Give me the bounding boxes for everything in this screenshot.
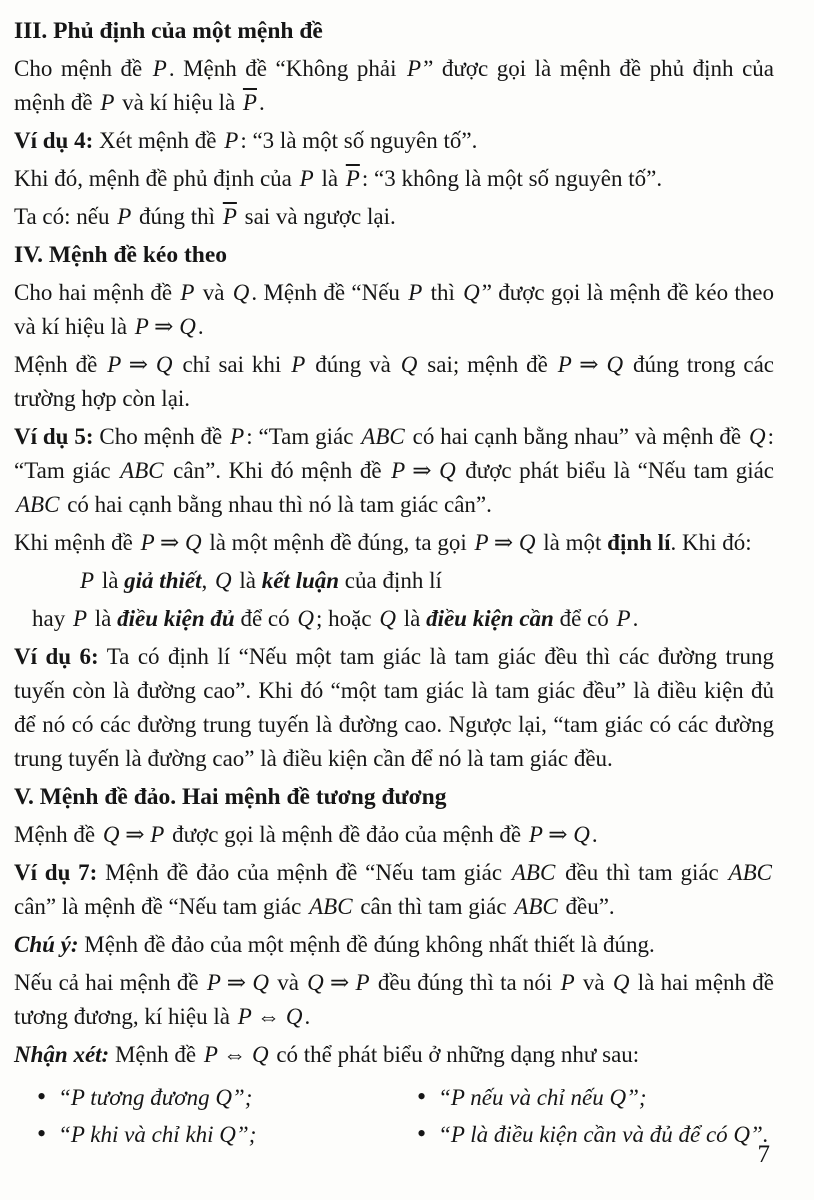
text-run: P ⇒ Q [206,970,269,995]
text-run: đều thì tam giác [557,860,727,885]
text-run: đúng thì [133,204,221,229]
text-run: Q [748,424,766,449]
bullet-text [438,1081,646,1115]
list-item [417,1080,774,1115]
text-run: “P là điều kiện cần và đủ để có Q”. [438,1122,769,1147]
text-run: P [299,166,314,191]
text-run: P [72,606,88,631]
text-run: Q [297,606,315,631]
text-run: Ví dụ 5: [14,424,94,449]
text-run: ABC [16,492,60,517]
text-run: là một [537,530,608,555]
para-note [14,928,774,962]
text-run: ” được gọi là mệnh đề phủ định của mệnh đề [14,56,774,115]
text-run: P ⇔ Q [203,1042,269,1067]
text-run: : “Tam giác [246,424,360,449]
text-run: Q [214,568,232,593]
text-run: P ⇒ Q [528,822,590,847]
text-run: P [100,90,115,115]
text-run: điều kiện cần [426,606,554,631]
text-run: chỉ sai khi [174,352,290,377]
text-run: Ví dụ 4: [14,128,94,153]
text-run: cân thì tam giác [354,894,513,919]
text-run: Nếu cả hai mệnh đề [14,970,205,995]
para-remark [14,1038,774,1072]
text-run: P ⇒ Q [474,530,536,555]
text-run: Mệnh đề đảo của một mệnh đề đúng không nhất thiết là đúng. [78,932,655,957]
text-run: P ⇔ Q [237,1004,303,1029]
text-run: Mệnh đề [109,1042,202,1067]
text-run: sai; mệnh đề [419,352,556,377]
text-run: của định lí [339,568,442,593]
text-run: Q ⇒ P [102,822,165,847]
text-run: và [576,970,611,995]
text-run: . [591,822,598,847]
text-run: đều đúng thì ta nói [371,970,559,995]
para-hypothesis-conclusion [14,564,774,598]
text-run: điều kiện đủ [117,606,235,631]
text-run: . [632,606,639,631]
text-run: Khi đó, mệnh đề phủ định của [14,166,298,191]
para-equivalence-definition [14,966,774,1034]
list-item [417,1117,774,1152]
text-run: P ⇒ Q [140,530,202,555]
text-run: Q [400,352,418,377]
text-run: Ta có định lí “Nếu một tam giác là tam giác đều thì các đường trung tuyến còn là đường cao”. Khi đó “một tam giác là tam giác đều” là điều kiện đủ để nó có các đường trung tuyến là đường cao. Ngược lại, “tam giác có các đường trung tuyến là đường cao” là điều kiện cần để nó là tam giác đều. [14,644,774,771]
para-sufficient-necessary [14,602,774,636]
text-run: ” được gọi là mệnh đề kéo theo và kí hiệu là [14,280,774,339]
text-run: . [197,314,204,339]
text-run: Cho hai mệnh đề [14,280,179,305]
text-run: Nhận xét: [14,1042,110,1067]
para-example-4 [14,124,774,158]
text-run: kết luận [261,568,340,593]
text-run: sai và ngược lại. [238,204,396,229]
text-run: , [201,568,213,593]
text-run: “P tương đương Q”; [58,1085,253,1110]
text-run: Cho mệnh đề [93,424,229,449]
text-run: đúng và [307,352,399,377]
bullet-icon: • [37,1119,47,1148]
text-run: $\overline{P}$ [345,166,360,191]
text-run: Q [379,606,396,631]
para-truth-relation [14,200,774,234]
text-run: P ⇒ Q [134,314,196,339]
text-run: hay [32,606,71,631]
text-run: Xét mệnh đề [93,128,223,153]
text-run: ABC [120,458,164,483]
text-run: có hai cạnh bằng nhau thì nó là tam giác cân”. [61,492,492,517]
text-run: P [80,568,95,593]
text-run: là [397,606,427,631]
para-negation-definition [14,52,774,120]
text-run: đều”. [559,894,615,919]
list-item [37,1080,417,1115]
text-run: đúng trong các trường hợp còn lại. [14,352,775,411]
equivalence-phrasings-list [14,1080,774,1152]
text-run: P [224,128,239,153]
text-run: Q ⇒ P [307,970,370,995]
text-run: : “3 không là một số nguyên tố”. [361,166,663,191]
text-run: cân” là mệnh đề “Nếu tam giác [14,894,308,919]
bullet-icon: • [417,1082,427,1111]
text-run: . [304,1004,311,1029]
text-run: . Mệnh đề “Nếu [251,280,407,305]
section-heading-v: V. Mệnh đề đảo. Hai mệnh đề tương đương [14,784,447,810]
para-converse-definition [14,818,774,852]
text-run: ABC [511,860,556,885]
text-run: “P nếu và chỉ nếu Q”; [438,1085,647,1110]
text-run: và [270,970,306,995]
text-run: là một mệnh đề đúng, ta gọi [203,530,473,555]
text-run: P [180,280,195,305]
text-run: Khi mệnh đề [14,530,139,555]
section-heading-iii: III. Phủ định của một mệnh đề [14,18,323,44]
text-run: ABC [514,894,558,919]
text-run: có thể phát biểu ở những dạng như sau: [270,1042,640,1067]
text-run: “P khi và chỉ khi Q”; [58,1122,257,1147]
text-run: P ⇒ Q [557,352,624,377]
text-run: là [89,606,118,631]
para-example-5 [14,420,774,522]
text-run: Q [232,280,250,305]
text-run: Mệnh đề [14,352,106,377]
text-run: P [152,56,167,81]
text-run: cân”. Khi đó mệnh đề [165,458,390,483]
text-run: để có [553,606,615,631]
bullet-text [58,1081,252,1115]
text-run: là [315,166,344,191]
text-run: và kí hiệu là [116,90,241,115]
text-run: Mệnh đề đảo của mệnh đề “Nếu tam giác [97,860,510,885]
para-implication-definition [14,276,774,344]
text-run: . [258,90,265,115]
text-run: ABC [361,424,405,449]
text-run: Mệnh đề [14,822,101,847]
text-run: $\overline{P}$ [222,204,237,229]
text-run: thì [424,280,462,305]
text-run: P [407,56,422,81]
text-run: là [96,568,125,593]
para-example-6 [14,640,774,776]
text-run: có hai cạnh bằng nhau” và mệnh đề [406,424,747,449]
bullet-icon: • [37,1082,47,1111]
text-run: là [233,568,262,593]
text-run: P [291,352,306,377]
text-run: Ta có: nếu [14,204,116,229]
text-run: Ví dụ 7: [14,860,98,885]
text-run: Ví dụ 6: [14,644,99,669]
text-run: P [616,606,631,631]
text-run: ABC [309,894,353,919]
text-run: Chú ý: [14,932,79,957]
text-run: : “3 là một số nguyên tố”. [240,128,478,153]
section-heading-iv: IV. Mệnh đề kéo theo [14,242,228,268]
text-run: là hai mệnh đề tương đương, kí hiệu là [14,970,774,1029]
text-run: P [560,970,575,995]
list-item [37,1117,417,1152]
text-run: Cho mệnh đề [14,56,151,81]
text-run: để có [234,606,296,631]
text-run: và [196,280,231,305]
text-run: . Khi đó: [670,530,752,555]
para-example-7 [14,856,774,924]
para-implication-truth [14,348,774,416]
text-run: P [230,424,245,449]
text-run: P ⇒ Q [391,458,456,483]
text-run: định lí [607,530,671,555]
text-run: P [117,204,132,229]
text-run: được phát biểu là “Nếu tam giác [457,458,775,483]
text-run: . Mệnh đề “Không phải [168,56,406,81]
text-run: $\overline{P}$ [242,90,257,115]
text-run: Q [612,970,630,995]
text-run: được gọi là mệnh đề đảo của mệnh đề [166,822,527,847]
text-run: : “Tam giác [14,424,774,483]
text-run: ; hoặc [316,606,378,631]
bullet-icon: • [417,1119,427,1148]
para-negation-of-p [14,162,774,196]
text-run: giả thiết [124,568,202,593]
page-number: 7 [757,1141,770,1168]
text-run: P ⇒ Q [107,352,173,377]
text-run: ABC [728,860,772,885]
bullet-text [438,1118,768,1152]
text-run: Q [463,280,480,305]
para-theorem-naming [14,526,774,560]
bullet-text [58,1118,256,1152]
text-run: P [408,280,423,305]
